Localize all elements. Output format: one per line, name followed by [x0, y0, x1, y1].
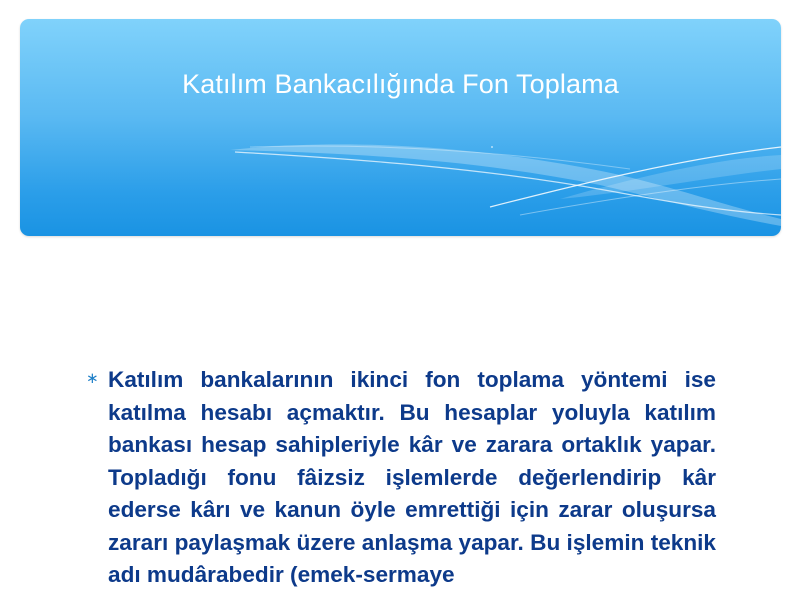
- title-banner: [20, 19, 781, 236]
- bullet-asterisk-icon: ∗: [86, 369, 99, 387]
- slide-title: Katılım Bankacılığında Fon Toplama: [182, 69, 619, 99]
- bullet-text: Katılım bankalarının ikinci fon toplama yöntemi ise katılma hesabı açmaktır. Bu hesaplar yoluyla katılım bankası hesap sahipleriyle kâr ve zarara ortaklık yapar. Topladığı fonu fâizsiz işlemlerde değerlendirip kâr ederse kârı ve kanun öyle emrettiği için zarar oluşursa zararı paylaşmak üzere anlaşma yapar. Bu işlemin teknik adı mudârabedir (emek-sermaye: [108, 367, 716, 587]
- banner-wave-decoration: [20, 19, 781, 236]
